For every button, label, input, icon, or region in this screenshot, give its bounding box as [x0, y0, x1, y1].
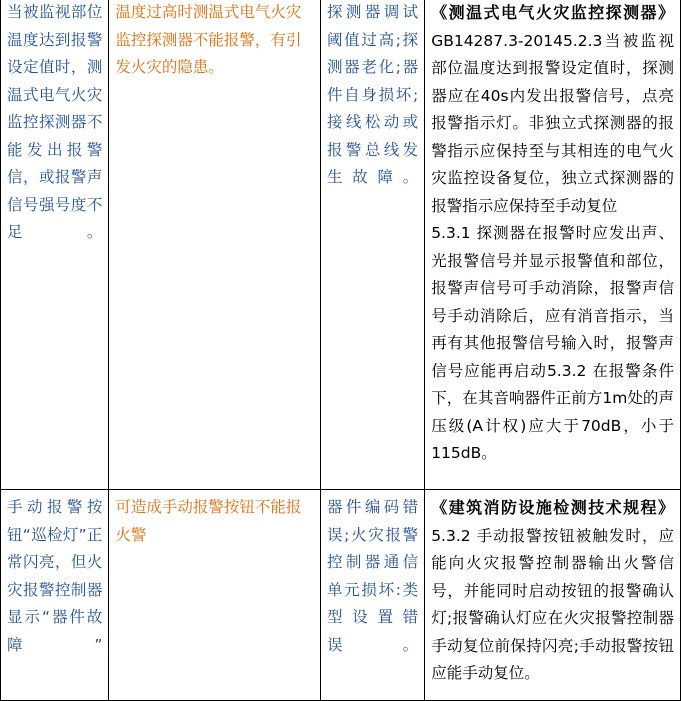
table-row [1, 0, 681, 490]
standard-text-2: 5.3.1 探测器在报警时应发出声、光报警信号并显示报警值和部位，报警声信号可手动消除，报警声信号手动消除后，应有消音指示，当再有其他报警信号输入时，报警声信号应能再启动5.3.2 在报警条件下，在其音响器件正前方1m处的声压级(A计权)应大于70dB，小于115dB。 [431, 224, 674, 462]
consequence-cell: 温度过高时测温式电气火灾监控探测器不能报警，有引发火灾的隐患。 [109, 0, 321, 490]
standard-cell [425, 490, 681, 701]
table-row [1, 490, 681, 701]
standard-cell [425, 0, 681, 490]
standard-text: GB14287.3-20145.2.3当被监视部位温度达到报警设定值时，探测器应在40s内发出报警信号，点亮报警指示灯。非独立式探测器的报警指示应保持至与其相连的电气火灾监控设备复位，独立式探测器的报警指示应保持至手动复位 [431, 31, 674, 215]
standard-title: 《测温式电气火灾监控探测器》 [431, 3, 674, 22]
symptom-cell: 手动报警按钮“巡检灯”正常闪亮，但火灾报警控制器显示“器件故障” [1, 490, 109, 701]
consequence-cell: 可造成手动报警按钮不能报火警 [109, 490, 321, 701]
symptom-cell: 当被监视部位温度达到报警设定值时，测温式电气火灾监控探测器不能发出报警信，或报警声信号强号度不足。 [1, 0, 109, 490]
standard-title: 《建筑消防设施检测技术规程》 [431, 498, 674, 517]
cause-cell: 器件编码错误;火灾报警控制器通信单元损坏:类型设置错误。 [320, 490, 424, 701]
cause-cell: 探测器调试阈值过高;探测器老化;器件自身损坏;接线松动或报警总线发生故障。 [320, 0, 424, 490]
standard-text: 5.3.2 手动报警按钮被触发时，应能向火灾报警控制器输出火警信号，并能同时启动按钮的报警确认灯;报警确认灯应在火灾报警控制器手动复位前保持闪亮;手动报警按钮应能手动复位。 [431, 526, 674, 682]
